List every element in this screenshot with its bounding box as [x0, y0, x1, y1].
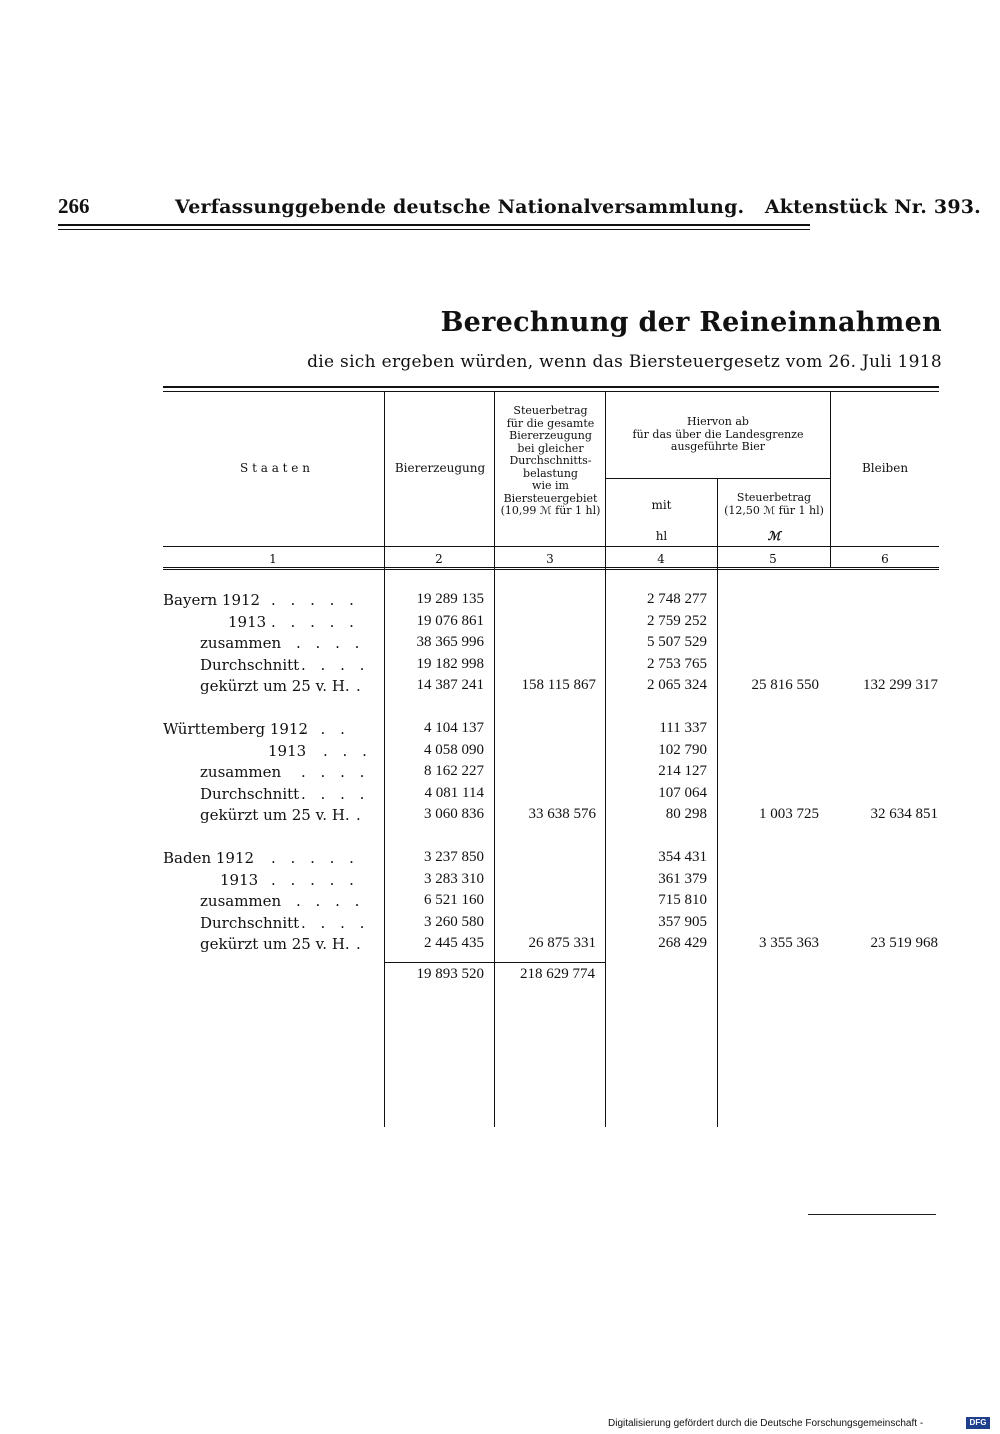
leader-dots: . . . . .	[271, 870, 359, 889]
cell-c4: 102 790	[658, 741, 707, 758]
row-label: 1913	[268, 741, 307, 760]
header-line: (12,50 ℳ für 1 hl)	[724, 503, 824, 517]
leader-dots: . . . . .	[271, 612, 359, 631]
row-label: Bayern 1912	[163, 591, 261, 609]
colnum-4: 4	[657, 552, 665, 566]
col-divider-5	[830, 392, 831, 568]
col-divider-4	[717, 478, 718, 1127]
cell-c2: 19 182 998	[416, 655, 484, 672]
cell-c3: 26 875 331	[528, 935, 596, 951]
running-title: Verfassunggebende deutsche Nationalversammlung. Aktenstück Nr. 393.	[175, 196, 981, 218]
cell-c2: 6 521 160	[424, 892, 484, 908]
digitization-credit: Digitalisierung gefördert durch die Deutsche Forschungsgemeinschaft -	[608, 1418, 924, 1429]
cell-c5: 3 355 363	[759, 935, 819, 951]
leader-dots: . . . .	[296, 892, 365, 910]
cell-c6: 132 299 317	[863, 677, 938, 693]
total-steuerbetrag: 218 629 774	[520, 966, 595, 982]
colnum-5: 5	[769, 552, 777, 566]
header-line: Biererzeugung	[509, 429, 592, 442]
leader-dots: .	[356, 677, 366, 695]
cell-c2: 19 076 861	[416, 612, 484, 629]
subheader-rule	[606, 478, 830, 479]
leader-dots: . . . .	[301, 655, 370, 674]
cell-c3: 33 638 576	[528, 806, 596, 822]
footer-rule	[808, 1214, 936, 1215]
leader-dots: . . . . .	[271, 849, 359, 867]
cell-c4: 354 431	[658, 849, 707, 865]
page-subtitle: die sich ergeben würden, wenn das Biersteuergesetz vom 26. Juli 1918	[307, 352, 942, 372]
header-bleiben: Bleiben	[861, 461, 909, 475]
header-bottom-rule	[163, 546, 939, 547]
colnum-rule-1	[163, 567, 939, 568]
leader-dots: . . . .	[301, 763, 370, 781]
header-line: wie im	[532, 479, 569, 492]
row-label: 1913	[228, 612, 267, 631]
cell-c4: 2 759 252	[647, 612, 707, 629]
cell-c4: 268 429	[658, 935, 707, 951]
row-label: zusammen	[200, 763, 282, 781]
cell-c2: 8 162 227	[424, 763, 484, 779]
header-biererzeugung: Biererzeugung	[394, 461, 486, 475]
header-line: belastung	[523, 466, 578, 480]
leader-dots: .	[356, 806, 366, 824]
col-divider-2	[494, 392, 495, 1127]
total-biererzeugung: 19 893 520	[416, 966, 484, 982]
cell-c2: 4 081 114	[424, 784, 484, 801]
cell-c4: 2 753 765	[647, 655, 707, 672]
header-line: für das über die Landesgrenze	[632, 427, 804, 441]
cell-c4: 357 905	[658, 913, 707, 930]
cell-c2: 4 104 137	[424, 720, 484, 736]
header-line: Durchschnitts-	[509, 454, 592, 467]
cell-c2: 19 289 135	[416, 591, 484, 607]
col-divider-1	[384, 392, 385, 1127]
cell-c3: 158 115 867	[521, 677, 596, 693]
header-mit: mit	[651, 498, 672, 512]
cell-c4: 107 064	[658, 784, 707, 801]
cell-c2: 3 283 310	[424, 870, 484, 887]
table-top-rule-thick	[163, 386, 939, 388]
row-label: 1913	[220, 870, 259, 889]
dfg-logo: DFG	[966, 1417, 990, 1429]
cell-c4: 2 748 277	[647, 591, 707, 607]
header-rule-thick	[58, 224, 810, 226]
cell-c6: 32 634 851	[870, 806, 938, 822]
cell-c2: 38 365 996	[416, 634, 484, 650]
leader-dots: . . . .	[301, 913, 370, 932]
colnum-3: 3	[546, 552, 554, 566]
cell-c4: 5 507 529	[647, 634, 707, 650]
row-label: zusammen	[200, 892, 282, 910]
cell-c5: 25 816 550	[751, 677, 819, 693]
header-steuerbetrag-gesamt	[496, 405, 605, 518]
cell-c2: 4 058 090	[424, 741, 484, 758]
totals-rule	[384, 962, 606, 963]
row-label: zusammen	[200, 634, 282, 652]
leader-dots: .	[356, 935, 366, 953]
cell-c2: 3 260 580	[424, 913, 484, 930]
row-label: Württemberg 1912	[163, 720, 308, 738]
colnum-2: 2	[435, 552, 443, 566]
header-line: für die gesamte	[506, 416, 595, 430]
header-rule-thin	[58, 229, 810, 230]
cell-c2: 2 445 435	[424, 935, 484, 951]
row-label: gekürzt um 25 v. H.	[200, 677, 350, 695]
header-line: Steuerbetrag	[513, 404, 588, 417]
header-line: ausgeführte Bier	[670, 440, 766, 453]
header-staaten: S t a a t e n	[240, 461, 310, 475]
header-steuerbetrag-export	[718, 492, 830, 517]
colnum-6: 6	[881, 552, 889, 566]
cell-c2: 14 387 241	[416, 677, 484, 693]
cell-c4: 214 127	[658, 763, 707, 779]
cell-c5: 1 003 725	[759, 806, 819, 822]
cell-c4: 361 379	[658, 870, 707, 887]
row-label: gekürzt um 25 v. H.	[200, 806, 350, 824]
cell-c2: 3 060 836	[424, 806, 484, 822]
row-label: gekürzt um 25 v. H.	[200, 935, 350, 953]
cell-c2: 3 237 850	[424, 849, 484, 865]
row-label: Baden 1912	[163, 849, 255, 867]
leader-dots: . . .	[323, 741, 372, 760]
table-top-rule-thin	[163, 391, 939, 392]
cell-c4: 2 065 324	[647, 677, 707, 693]
cell-c4: 80 298	[665, 806, 707, 822]
header-line: Steuerbetrag	[736, 491, 812, 504]
header-line: Biersteuergebiet	[503, 491, 598, 505]
header-mit-unit: hl	[655, 529, 668, 543]
leader-dots: . . . . .	[271, 591, 359, 609]
leader-dots: . . .	[301, 720, 350, 738]
colnum-1: 1	[269, 552, 277, 566]
header-hiervon-ab	[606, 416, 830, 454]
header-line: bei gleicher	[517, 441, 584, 455]
page-number: 266	[58, 194, 90, 218]
leader-dots: . . . .	[301, 784, 370, 803]
cell-c6: 23 519 968	[870, 935, 938, 951]
row-label: Durchschnitt	[200, 655, 300, 674]
header-line: Hiervon ab	[687, 415, 749, 428]
cell-c4: 715 810	[658, 892, 707, 908]
row-label: Durchschnitt	[200, 913, 300, 932]
leader-dots: . . . .	[296, 634, 365, 652]
header-steuerbetrag-export-unit: ℳ	[767, 529, 781, 543]
header-line: (10,99 ℳ für 1 hl)	[500, 504, 601, 517]
row-label: Durchschnitt	[200, 784, 300, 803]
colnum-rule-2	[163, 569, 939, 570]
cell-c4: 111 337	[659, 720, 707, 736]
page-title: Berechnung der Reineinnahmen	[440, 307, 942, 338]
